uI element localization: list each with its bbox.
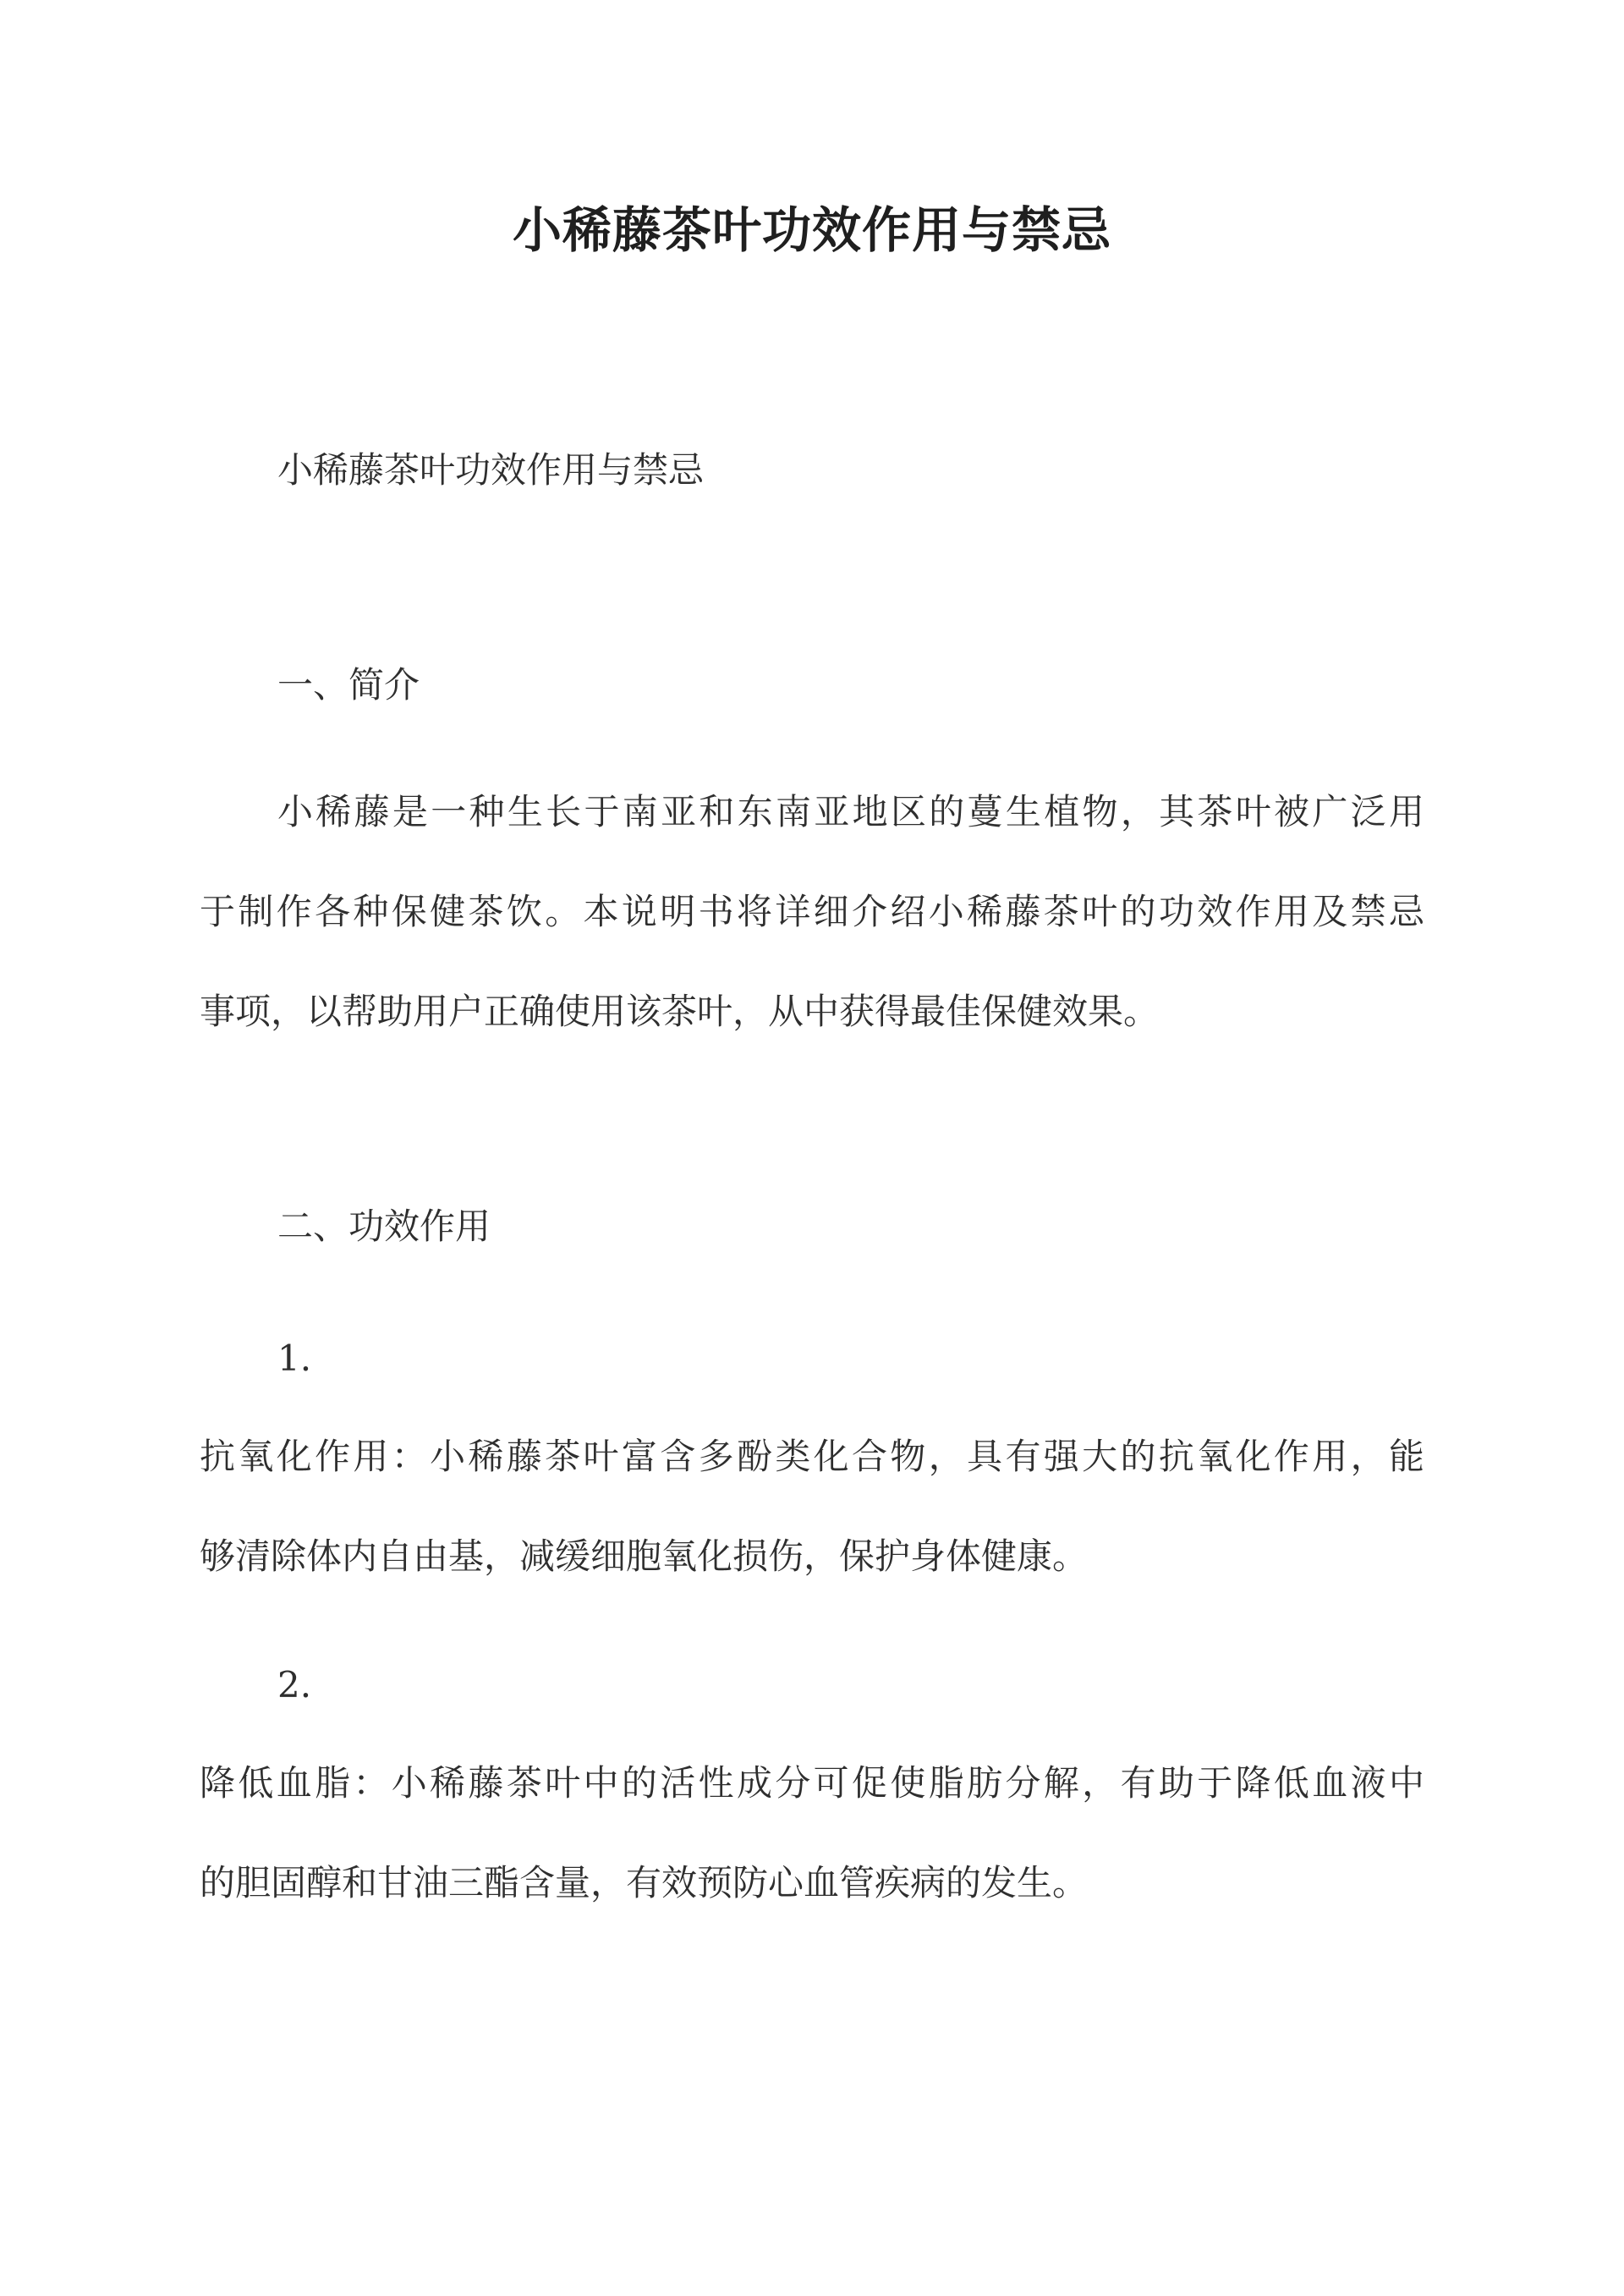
- document-subtitle: 小稀藤茶叶功效作用与禁忌: [277, 449, 705, 491]
- effect-item-1-line-1: 抗氧化作用：小稀藤茶叶富含多酚类化合物，具有强大的抗氧化作用，能: [200, 1436, 1424, 1477]
- section-heading-effects: 二、功效作用: [277, 1206, 491, 1247]
- effect-item-number-2: 2.: [277, 1664, 312, 1706]
- intro-paragraph-line-2: 于制作各种保健茶饮。本说明书将详细介绍小稀藤茶叶的功效作用及禁忌: [200, 891, 1424, 932]
- intro-paragraph-line-1: 小稀藤是一种生长于南亚和东南亚地区的蔓生植物，其茶叶被广泛用: [277, 791, 1424, 832]
- effect-item-2-line-1: 降低血脂：小稀藤茶叶中的活性成分可促使脂肪分解，有助于降低血液中: [200, 1762, 1424, 1804]
- document-title: 小稀藤茶叶功效作用与禁忌: [512, 201, 1111, 259]
- effect-item-2-line-2: 的胆固醇和甘油三酯含量，有效预防心血管疾病的发生。: [200, 1862, 1089, 1903]
- effect-item-number-1: 1.: [277, 1338, 312, 1379]
- section-heading-intro: 一、简介: [277, 664, 420, 706]
- effect-item-1-line-2: 够清除体内自由基，减缓细胞氧化损伤，保护身体健康。: [200, 1535, 1089, 1577]
- intro-paragraph-line-3: 事项，以帮助用户正确使用该茶叶，从中获得最佳保健效果。: [200, 991, 1160, 1032]
